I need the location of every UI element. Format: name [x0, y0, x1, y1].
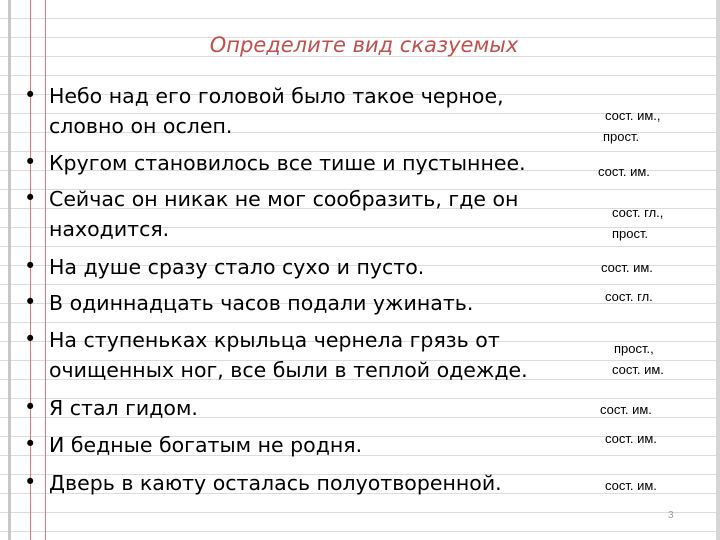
- sentence-line: На душе сразу стало сухо и пусто.: [49, 255, 425, 279]
- predicate-type-note: прост.: [603, 129, 640, 144]
- bullet-icon: •: [24, 395, 37, 419]
- sentence-line: Кругом становилось все тише и пустыннее.: [49, 151, 526, 175]
- bullet-icon: •: [24, 150, 37, 174]
- slide-title: Определите вид сказуемых: [209, 33, 519, 57]
- bullet-icon: •: [24, 470, 37, 494]
- bullet-icon: •: [24, 432, 37, 456]
- bullet-icon: •: [24, 327, 37, 351]
- predicate-type-note: сост. гл.: [605, 289, 653, 304]
- predicate-type-note: сост. гл.,: [612, 205, 664, 220]
- predicate-type-note: сост. им.: [598, 164, 650, 179]
- sentence-line: очищенных ног, все были в теплой одежде.: [49, 358, 528, 382]
- bullet-icon: •: [24, 254, 37, 278]
- predicate-type-note: прост.,: [614, 341, 654, 356]
- sentence-line: словно он ослеп.: [49, 114, 233, 138]
- predicate-type-note: сост. им.: [612, 362, 664, 377]
- sentence-line: Небо над его головой было такое черное,: [49, 84, 504, 108]
- sentence-line: В одиннадцать часов подали ужинать.: [49, 291, 474, 315]
- predicate-type-note: сост. им.: [605, 478, 657, 493]
- sentence-line: Сейчас он никак не мог сообразить, где он: [49, 187, 519, 211]
- page-number: 3: [668, 510, 674, 521]
- predicate-type-note: прост.: [612, 226, 649, 241]
- sentence-line: И бедные богатым не родня.: [49, 433, 363, 457]
- sentence-line: находится.: [49, 217, 170, 241]
- margin-line: [45, 0, 46, 540]
- notebook-frame-right: [716, 0, 720, 540]
- predicate-type-note: сост. им.: [600, 402, 652, 417]
- notebook-frame-left: [8, 0, 11, 540]
- sentence-line: Дверь в каюту осталась полуотворенной.: [49, 471, 502, 495]
- bullet-icon: •: [24, 186, 37, 210]
- bullet-icon: •: [24, 83, 37, 107]
- predicate-type-note: сост. им.,: [605, 108, 661, 123]
- sentence-line: На ступеньках крыльца чернела грязь от: [49, 328, 500, 352]
- predicate-type-note: сост. им.: [601, 260, 653, 275]
- predicate-type-note: сост. им.: [605, 431, 657, 446]
- sentence-line: Я стал гидом.: [49, 396, 198, 420]
- bullet-icon: •: [24, 290, 37, 314]
